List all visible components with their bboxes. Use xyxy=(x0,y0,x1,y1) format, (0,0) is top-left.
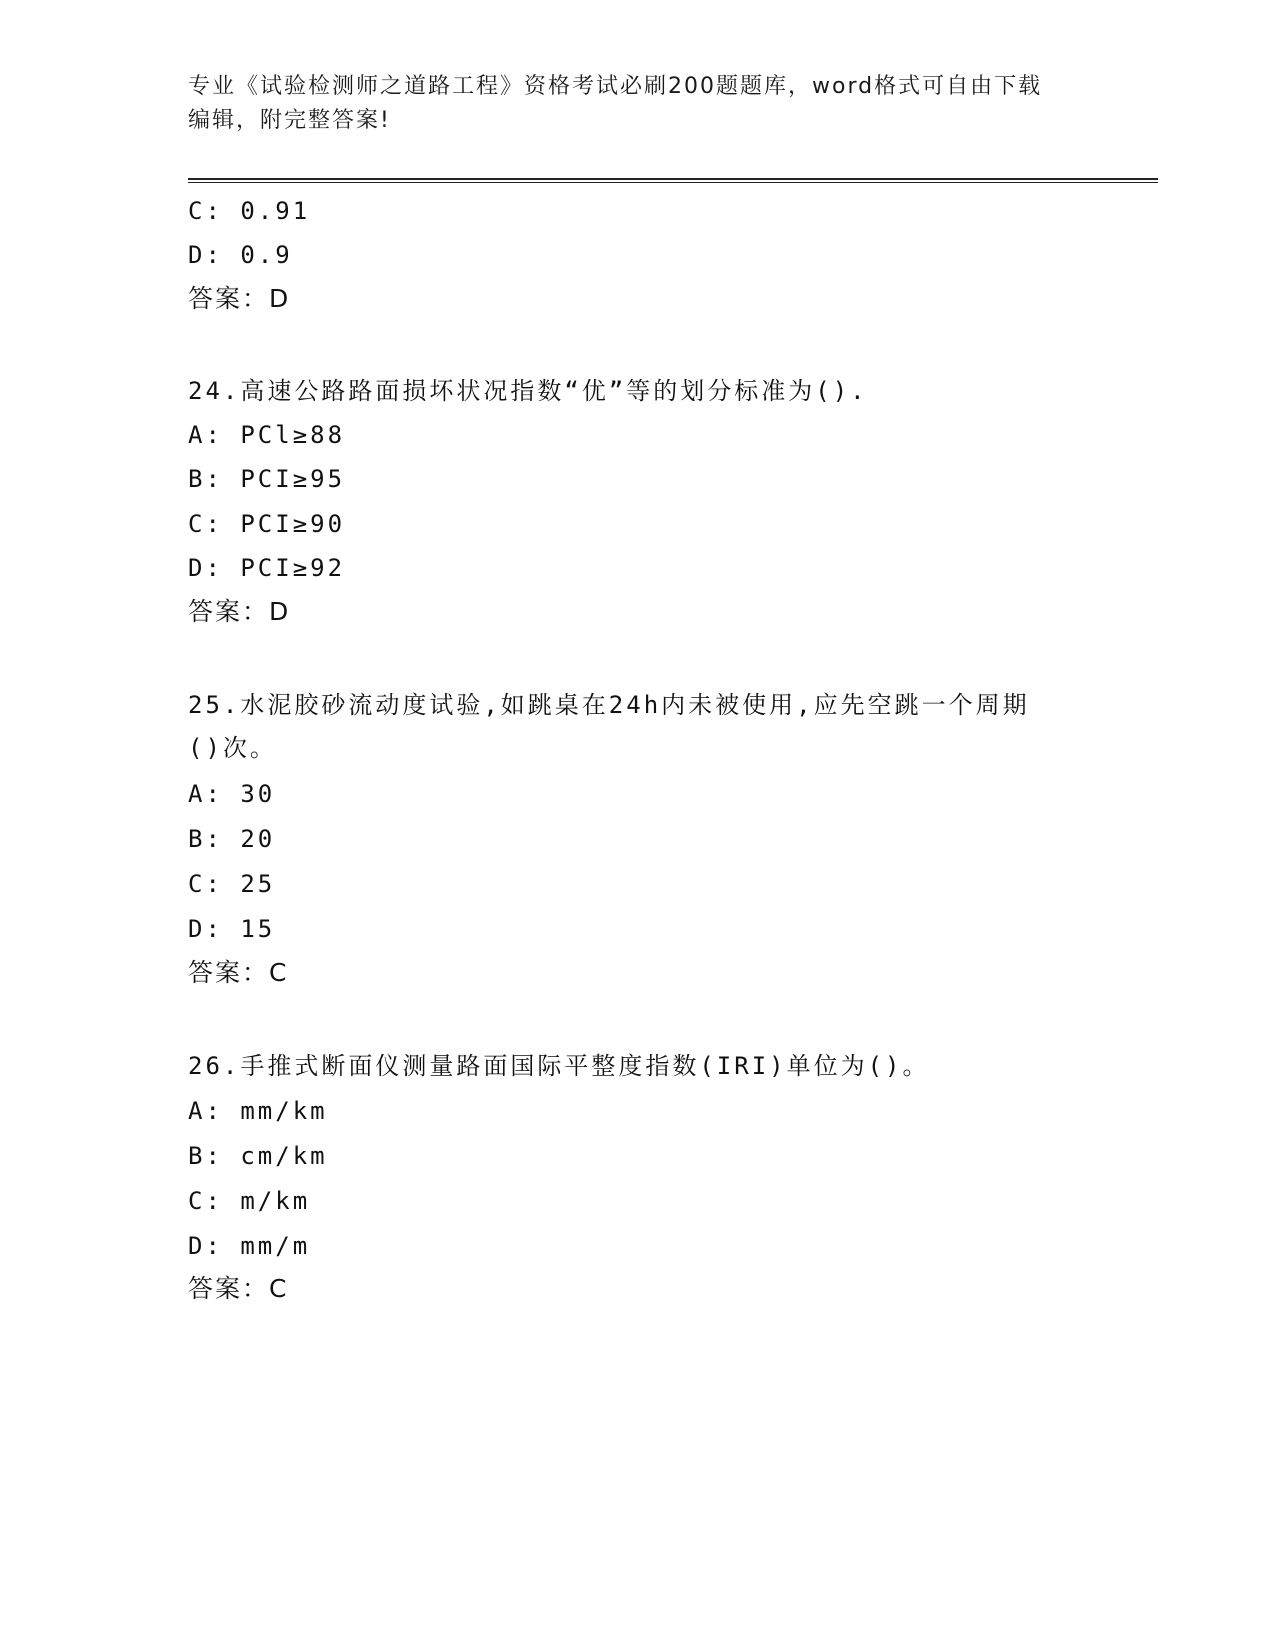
q26-option-c: C: m/km xyxy=(188,1187,311,1215)
q25-option-c: C: 25 xyxy=(188,870,276,898)
q25-stem-line-2: ()次。 xyxy=(188,734,277,762)
header-line-1: 专业《试验检测师之道路工程》资格考试必刷200题题库，word格式可自由下载 xyxy=(188,74,1043,99)
q26-option-b: B: cm/km xyxy=(188,1142,328,1170)
q24-option-c: C: PCI≥90 xyxy=(188,510,346,538)
q25-stem-line-1: 25.水泥胶砂流动度试验,如跳桌在24h内未被使用,应先空跳一个周期 xyxy=(188,691,1030,719)
q24-option-d: D: PCI≥92 xyxy=(188,554,346,582)
q25-option-d: D: 15 xyxy=(188,915,276,943)
q26-stem: 26.手推式断面仪测量路面国际平整度指数(IRI)单位为()。 xyxy=(188,1052,930,1080)
q24-stem: 24.高速公路路面损坏状况指数“优”等的划分标准为(). xyxy=(188,377,868,405)
q24-option-b: B: PCI≥95 xyxy=(188,465,346,493)
q25-answer: 答案：C xyxy=(188,958,289,987)
prev-option-c: C: 0.91 xyxy=(188,197,311,225)
header-rule xyxy=(188,178,1158,183)
q24-option-a: A: PCl≥88 xyxy=(188,421,346,449)
q25-option-b: B: 20 xyxy=(188,825,276,853)
q26-answer: 答案：C xyxy=(188,1274,289,1303)
q25-option-a: A: 30 xyxy=(188,780,276,808)
page-header xyxy=(188,70,1088,138)
q24-answer: 答案：D xyxy=(188,597,291,626)
prev-answer: 答案：D xyxy=(188,284,291,313)
q26-option-d: D: mm/m xyxy=(188,1232,311,1260)
q26-option-a: A: mm/km xyxy=(188,1097,328,1125)
prev-option-d: D: 0.9 xyxy=(188,241,293,269)
header-line-2: 编辑，附完整答案! xyxy=(188,108,391,133)
